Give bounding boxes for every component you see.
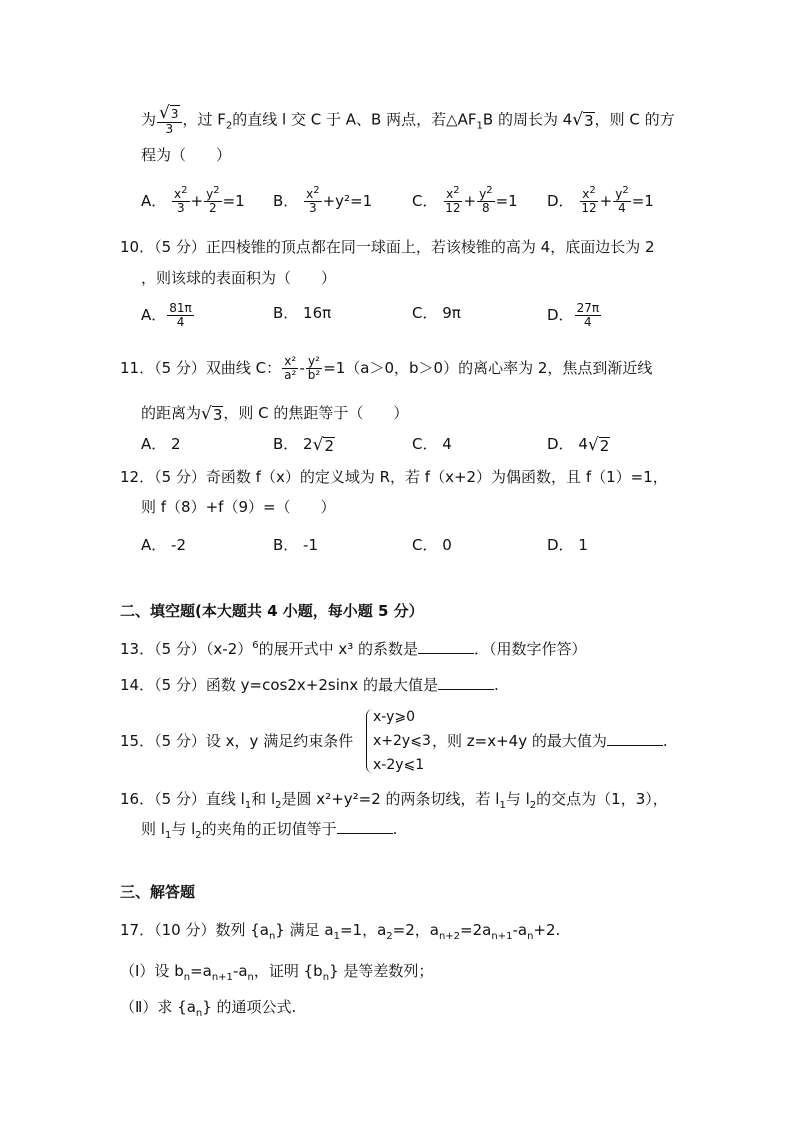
q16-line2: 则 $l_1$与 $l_2$的夹角的正切值等于 .: [141, 820, 398, 841]
q12-line1: 12．（5 分）奇函数 f（x）的定义域为 R，若 f（x+2）为偶函数，且 f（1）=1，: [120, 468, 668, 486]
q13: 13．（5 分）$(x-2)^6$的展开式中 x³ 的系数是 ．（用数字作答）: [120, 640, 587, 658]
constraint-brace: [366, 709, 373, 773]
q9-option-d: D． $\frac{x^2}{12}$ + $\frac{y^2}{4}$ =1: [547, 185, 654, 215]
answer-blank[interactable]: [438, 675, 494, 690]
q11-option-a: A． 2: [141, 435, 181, 453]
q15-tail: ，则 z=x+4y 的最大值为 .: [432, 732, 668, 750]
q12-line2: 则 f（8）+f（9）=（ ）: [141, 498, 336, 516]
q10-option-d: D． $\frac{27\pi}{4}$: [547, 301, 600, 329]
q9-line2: 程为（ ）: [141, 146, 232, 164]
q9-option-b: B． $\frac{x^2}{3}$ +y²=1: [273, 185, 373, 215]
constraint-1: x-y⩾0: [373, 709, 416, 725]
q10-line1: 10．（5 分）正四棱锥的顶点都在同一球面上，若该棱锥的高为 4，底面边长为 2: [120, 238, 655, 256]
q11-option-c: C． 4: [412, 435, 452, 453]
q17-part1: （Ⅰ）设 $b_n=a_{n+1}-a_n$，证明 $\{b_n\}$ 是等差数列；: [120, 962, 434, 983]
q9-line1: 为 √ 3 3 ，过 $F_2$的直线 l 交 C 于 A、B 两点，若$\triangle AF_1B$ 的周长为 4 √ 3 ，则 C 的方: [141, 103, 675, 136]
q11-option-b: B． 2 √ 2: [273, 434, 334, 455]
q16-line1: 16．（5 分）直线 $l_1$和 $l_2$是圆 x²+y²=2 的两条切线，若 $l_1$与 $l_2$的交点为（1，3），: [120, 790, 668, 811]
eccentricity-fraction: √ 3 3: [157, 104, 181, 136]
constraint-2: x+2y⩽3: [373, 733, 431, 749]
q12-option-d: D． 1: [547, 536, 588, 554]
constraint-3: x-2y⩽1: [373, 757, 425, 773]
section-fill-in-heading: 二、填空题(本大题共 4 小题，每小题 5 分）: [120, 602, 424, 620]
q11-line1: 11．（5 分）双曲线 C： $\frac{\text{x²}}{\text{a²}}$ - $\frac{\text{y²}}{\text{b²}}$ =1（a＞0，b＞0）的离心率为 2，焦点到渐近线: [120, 354, 653, 382]
q15-intro: 15．（5 分）设 x，y 满足约束条件: [120, 732, 354, 750]
q12-option-a: A． -2: [141, 536, 186, 554]
answer-blank[interactable]: [607, 731, 663, 746]
q12-option-b: B． -1: [273, 536, 319, 554]
q12-option-c: C． 0: [412, 536, 452, 554]
q14: 14．（5 分）函数 y=cos2x+2sinx 的最大值是 .: [120, 676, 499, 694]
q11-line2: 的距离为 √ 3 ，则 C 的焦距等于（ ）: [141, 403, 409, 424]
q17-part2: （Ⅱ）求 $\{a_n\}$ 的通项公式.: [120, 998, 297, 1019]
q9-option-a: A． $\frac{x^2}{3}$ + $\frac{y^2}{2}$ =1: [141, 185, 245, 215]
q10-option-b: B． 16π: [273, 304, 332, 322]
q10-option-a: A． $\frac{81\pi}{4}$: [141, 301, 192, 329]
answer-blank[interactable]: [418, 639, 474, 654]
q10-option-c: C． 9π: [412, 304, 461, 322]
q9-option-c: C． $\frac{x^2}{12}$ + $\frac{y^2}{8}$ =1: [412, 185, 518, 215]
answer-blank[interactable]: [337, 819, 393, 834]
section-solutions-heading: 三、解答题: [120, 883, 196, 901]
q11-option-d: D． 4 √ 2: [547, 434, 610, 455]
q10-line2: ，则该球的表面积为（ ）: [141, 269, 337, 287]
q17-stem: 17．（10 分）数列 $\{a_n\}$ 满足 $a_1=1$，$a_2=2$，$a_{n+2}=2a_{n+1}-a_n+2$.: [120, 921, 561, 942]
